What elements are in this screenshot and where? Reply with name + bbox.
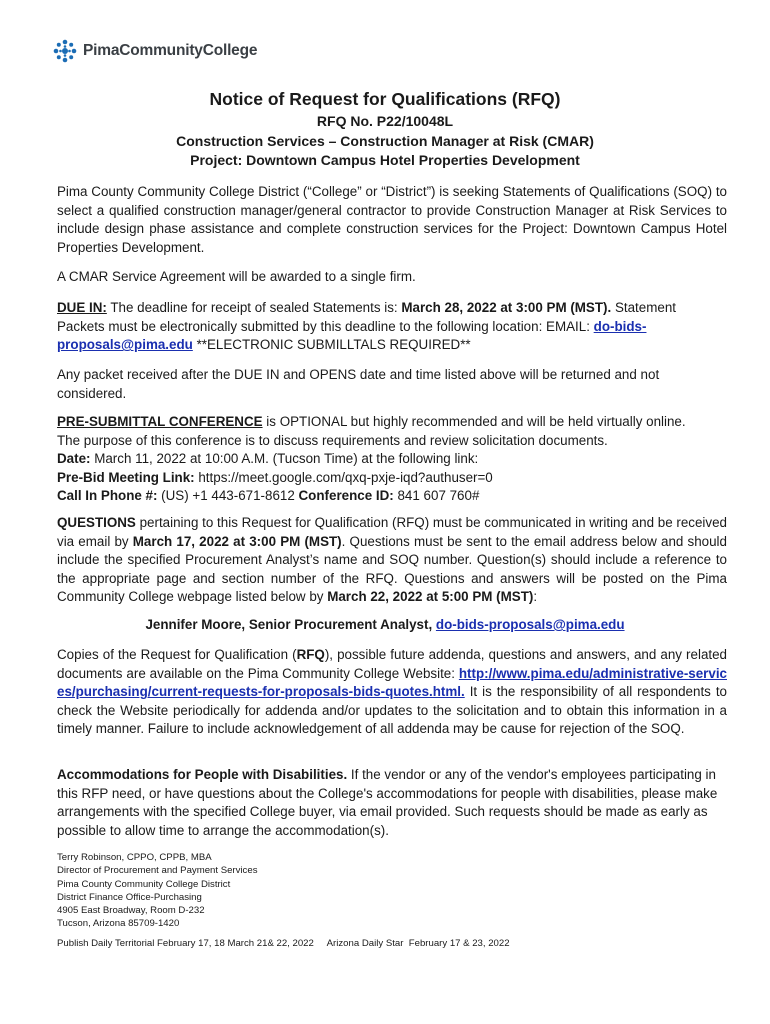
late-paragraph: Any packet received after the DUE IN and OPENS date and time listed above will be returned and not considered. [57,367,660,401]
copies-text-3: It is the responsibility of all respondents to check the Website periodically for addenda and/or updates to the solicitation and to obtain this information in a timely manner. Failure to include acknowledgement of all addenda may be cause for rejection of the SOQ. [57,684,727,737]
presub-text: is OPTIONAL but highly recommended and will be held virtually online. [262,414,686,429]
questions-label: QUESTIONS [57,515,136,530]
accommodations-text: If the vendor or any of the vendor's employees participating in this RFP need, or have questions about the College's accommodations for people with disabilities, please make arrangements with the specified College buyer, via email provided. Such requests should be made as early as possible to allow time to arrange the accommodation(s). [57,767,718,838]
logo-text: PimaCommunityCollege [83,42,258,59]
rfq-number: RFQ No. P22/10048L [316,113,454,129]
conference-id-value: 841 607 760# [393,488,480,504]
analyst-email-link[interactable]: do-bids-proposals@pima.edu [435,617,625,632]
copies-text-1: Copies of the Request for Qualification ( [57,647,297,662]
due-text-1: The deadline for receipt of sealed Statements is: [106,300,402,315]
analyst-line [0,617,770,632]
due-in-paragraph [57,299,727,355]
meeting-link-value[interactable]: https://meet.google.com/qxq-pxje-iqd?authuser=0 [194,469,493,485]
signature-line: 4905 East Broadway, Room D-232 [57,905,205,917]
project-heading: Project: Downtown Campus Hotel Properties Development [190,152,580,168]
intro-paragraph: Pima County Community College District (“College” or “District”) is seeking Statements of Qualifications (SOQ) to select a qualified construction manager/general contractor to provide Construction Manager at Risk Services to include design phase assistance and complete construction services for the Project: Downtown Campus Hotel Properties Development. [57,184,727,255]
pre-submittal-paragraph [57,413,727,506]
due-deadline: March 28, 2022 at 3:00 PM (MST). [401,300,612,315]
due-text-3: **ELECTRONIC SUBMILLTALS REQUIRED** [192,337,471,353]
signature-line: Terry Robinson, CPPO, CPPB, MBA [57,852,212,863]
signature-line: Pima County Community College District [57,878,231,890]
signature-line: Director of Procurement and Payment Services [57,865,258,877]
date-value: March 11, 2022 at 10:00 A.M. (Tucson Time) at the following link: [90,451,479,467]
award-paragraph: A CMAR Service Agreement will be awarded to a single firm. [57,269,416,284]
phone-label: Call In Phone #: [57,488,158,504]
accommodations-label: Accommodations for People with Disabilities. [57,767,348,782]
questions-posted-date: March 22, 2022 at 5:00 PM (MST) [327,589,534,605]
presub-label: PRE-SUBMITTAL CONFERENCE [57,414,263,429]
meeting-link-label: Pre-Bid Meeting Link: [57,469,195,485]
questions-text-3: : [533,589,538,605]
questions-deadline: March 17, 2022 at 3:00 PM (MST) [132,533,342,549]
signature-line: Tucson, Arizona 85709-1420 [57,918,180,930]
analyst-name: Jennifer Moore, Senior Procurement Analyst, [145,617,436,632]
snowflake-logo-icon [52,38,78,64]
questions-text-1: pertaining to this Request for Qualification (RFQ) must be communicated in writing and be received via email by [57,515,727,549]
due-text-2: Statement Packets must be electronically submitted by this deadline to the following location: EMAIL: [57,300,676,334]
services-heading: Construction Services – Construction Manager at Risk (CMAR) [176,133,594,149]
date-label: Date: [57,451,91,467]
copies-rfq: RFQ [296,647,325,662]
website-link[interactable]: http://www.pima.edu/administrative-services/purchasing/current-requests-for-proposals-bids-quotes.html. [57,665,727,700]
questions-text-2: . Questions must be sent to the email address below and should include the specified Procurement Analyst’s name and SOQ number. Question(s) should include a reference to the appropriate page and section number of the RFQ. Questions and answers will be posted on the Pima Community College webpage listed below by [57,533,727,605]
conference-id-label: Conference ID: [298,488,394,504]
accommodations-paragraph [57,766,727,840]
document-title: Notice of Request for Qualifications (RFQ) [209,89,561,109]
presub-purpose: The purpose of this conference is to discuss requirements and review solicitation documents. [57,432,608,448]
questions-paragraph [57,514,727,607]
signature-block [57,851,258,931]
due-in-label: DUE IN: [57,300,107,315]
copies-text-2: ), possible future addenda, questions and answers, and any related documents are available on the Pima Community College Website: [57,647,728,681]
due-email-link[interactable]: do-bids-proposals@pima.edu [57,318,647,353]
publish-line: Publish Daily Territorial February 17, 18 March 21& 22, 2022 Arizona Daily Star February 17 & 23, 2022 [57,938,510,949]
phone-value: (US) +1 443-671-8612 [157,488,299,504]
signature-line: District Finance Office-Purchasing [57,891,202,903]
copies-paragraph [57,646,727,739]
college-logo [52,38,257,64]
